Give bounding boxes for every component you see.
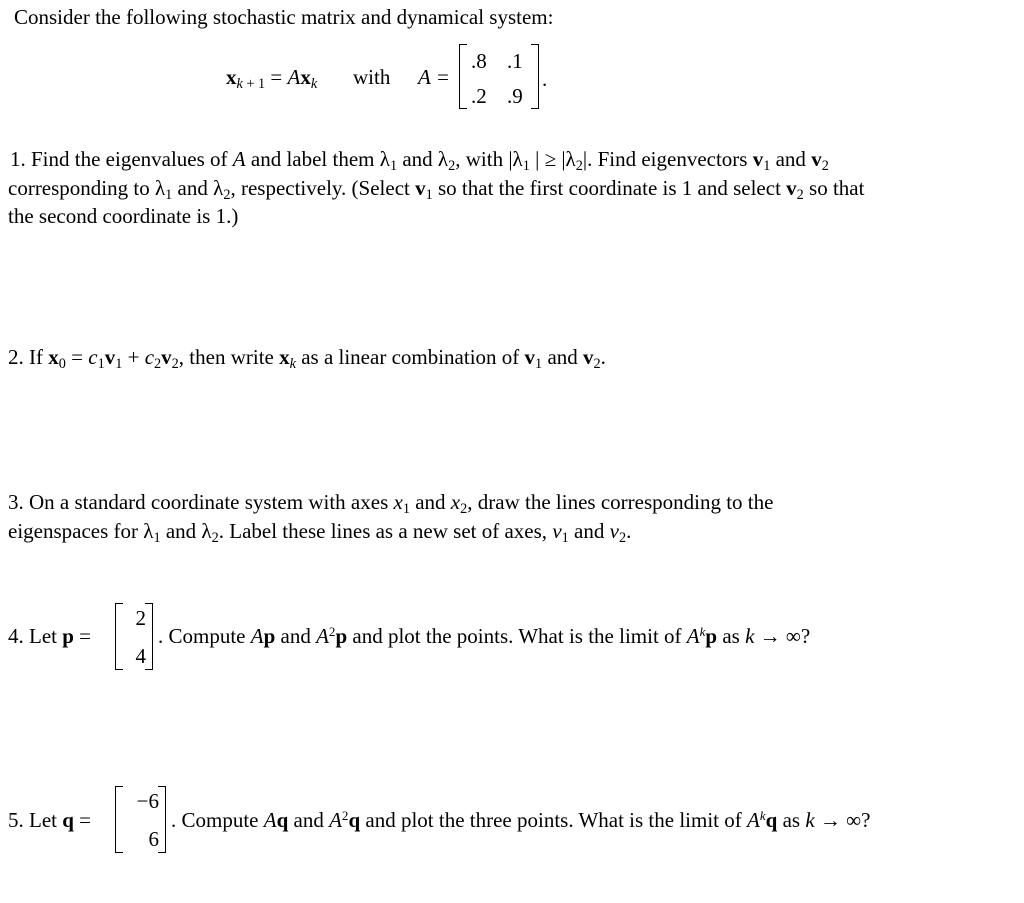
q3-line-1: 3. On a standard coordinate system with axes $x_1$ and $x_2$, draw the lines corresponding to the [8,490,774,517]
matrix-A [459,44,539,109]
left-bracket [115,786,123,853]
system-equation: xk $_{+ 1}$ = Axk [226,65,318,92]
q4-prefix: 4. Let p = [8,624,92,648]
left-bracket [115,603,123,670]
left-bracket [459,44,467,109]
with-label: with [353,65,391,89]
q5-text: . Compute Aq and $A^2q$ and plot the three points. What is the limit of $A^kq$ as k → ∞? [171,807,871,832]
vector-q [115,786,166,853]
q3-line-2: eigenspaces for $\lambda_1$ and $\lambda_2$. Label these lines as a new set of axes, $v_1$ and $v_2$. [8,519,632,546]
right-bracket [531,44,539,109]
intro-text [14,7,553,28]
q5-prefix: 5. Let q = [8,808,92,832]
right-bracket [158,786,166,853]
intro-label: Consider the following stochastic matrix and dynamical system: [14,5,554,29]
q4-text: . Compute Ap and $A^2p$ and plot the points. What is the limit of $A^kp$ as k → ∞? [158,623,811,648]
vector-p [115,603,153,670]
matrix-A-label: A = [418,65,450,89]
vector-p-cell-2: 4 [135,644,146,668]
matrix-cell-11: .8 [471,49,487,73]
vector-q-cell-2: 6 [148,827,159,851]
right-bracket [145,603,153,670]
q1-line-1: 1. Find the eigenvalues of A and label them $\lambda_1$ and $\lambda_2$, with $|\lambda_1$ | ≥ $|\lambda_2|$. Find eigenvectors $v_1$ and $v_2$ [10,147,829,174]
matrix-period: . [542,67,548,91]
matrix-cell-22: .9 [507,84,523,108]
matrix-cell-12: .1 [507,49,523,73]
q1-line-2: corresponding to $\lambda_1$ and $\lambda_2$, respectively. (Select $v_1$ so that the first coordinate is 1 and select $v_2$ so that [8,176,865,203]
matrix-cell-21: .2 [471,84,487,108]
q2-line: 2. If $x_0 = c_1v_1 + c_2v_2$, then write xk as a linear combination of $v_1$ and $v_2$. [8,345,606,372]
vector-p-cell-1: 2 [135,606,146,630]
q1-line-3: the second coordinate is 1.) [8,204,239,228]
vector-q-cell-1: −6 [136,789,159,813]
